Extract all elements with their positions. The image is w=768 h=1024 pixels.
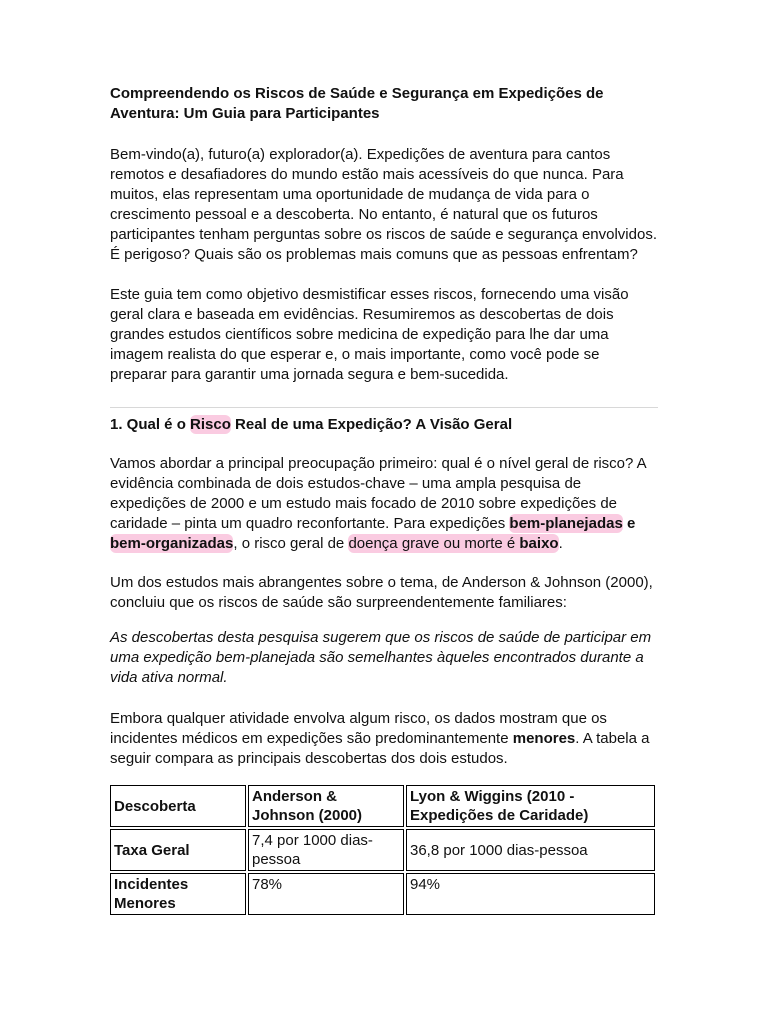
heading-text-post: Real de uma Expedição? A Visão Geral — [230, 416, 513, 433]
highlight-bem-organizadas: bem-organizadas — [110, 535, 234, 552]
p1-text-d: . — [558, 535, 563, 552]
p3-text-a: Embora qualquer atividade envolva algum risco, os dados mostram que os incidentes médicos em expedições são predominantemente — [110, 710, 607, 747]
table-row-header: Taxa Geral — [110, 829, 246, 871]
table-cell: 36,8 por 1000 dias-pessoa — [406, 829, 655, 871]
p1-highlight-text: doença grave ou morte é — [348, 535, 520, 552]
table-header-cell: Lyon & Wiggins (2010 - Expedições de Caridade) — [406, 785, 655, 827]
comparison-table — [108, 783, 657, 917]
table-header-cell: Descoberta — [110, 785, 246, 827]
table-cell: 78% — [248, 873, 404, 915]
table-header-cell: Anderson & Johnson (2000) — [248, 785, 404, 827]
p1-text-c: , o risco geral de — [233, 535, 349, 552]
section-divider — [110, 407, 658, 408]
section-1-heading — [110, 415, 658, 435]
intro-paragraph-1: Bem-vindo(a), futuro(a) explorador(a). Expedições de aventura para cantos remotos e desafiadores do mundo estão mais acessíveis do que nunca. Para muitos, elas representam uma oportunidade de mudança de vida para o crescimento pessoal e a descoberta. No entanto, é natural que os futuros participantes tenham perguntas sobre os riscos de saúde e segurança envolvidos. É perigoso? Quais são os problemas mais comuns que as pessoas enfrentam? — [110, 146, 657, 263]
section-1-paragraph-3 — [110, 709, 658, 769]
highlight-bem-planejadas: bem-planejadas — [509, 515, 623, 532]
heading-text-pre: 1. Qual é o — [110, 416, 191, 433]
document-page — [110, 84, 658, 917]
p3-bold-menores: menores — [512, 730, 576, 747]
highlight-risco: Risco — [190, 416, 231, 433]
table-cell: 7,4 por 1000 dias-pessoa — [248, 829, 404, 871]
section-1-paragraph-1 — [110, 454, 658, 554]
document-title: Compreendendo os Riscos de Saúde e Segurança em Expedições de Aventura: Um Guia para Participantes — [110, 85, 604, 122]
table-header-row — [110, 785, 655, 827]
p1-text-e: e — [622, 515, 636, 532]
table-row-header: Incidentes Menores — [110, 873, 246, 915]
p3-text-b: . A tabela a seguir compara as principais descobertas dos dois estudos. — [110, 730, 650, 767]
table-row — [110, 873, 655, 915]
highlight-doenca-grave — [348, 534, 558, 553]
table-row — [110, 829, 655, 871]
intro-paragraph-2: Este guia tem como objetivo desmistificar esses riscos, fornecendo uma visão geral clara e baseada em evidências. Resumiremos as descobertas de dois grandes estudos científicos sobre medicina de expedição para lhe dar uma imagem realista do que esperar e, o mais importante, como você pode se preparar para garantir uma jornada segura e bem-sucedida. — [110, 286, 629, 383]
table-cell: 94% — [406, 873, 655, 915]
section-1-paragraph-2: Um dos estudos mais abrangentes sobre o tema, de Anderson & Johnson (2000), concluiu que os riscos de saúde são surpreendentemente familiares: — [110, 574, 653, 611]
p1-bold-baixo: baixo — [519, 535, 559, 552]
block-quote: As descobertas desta pesquisa sugerem que os riscos de saúde de participar em uma expedição bem-planejada são semelhantes àqueles encontrados durante a vida ativa normal. — [110, 629, 652, 686]
p1-text-a: Vamos abordar a principal preocupação primeiro: qual é o nível geral de risco? A evidência combinada de dois estudos-chave – uma ampla pesquisa de expedições de 2000 e um estudo mais focado de 2010 sobre expedições de caridade – pinta um quadro reconfortante. Para expedições — [110, 455, 646, 532]
